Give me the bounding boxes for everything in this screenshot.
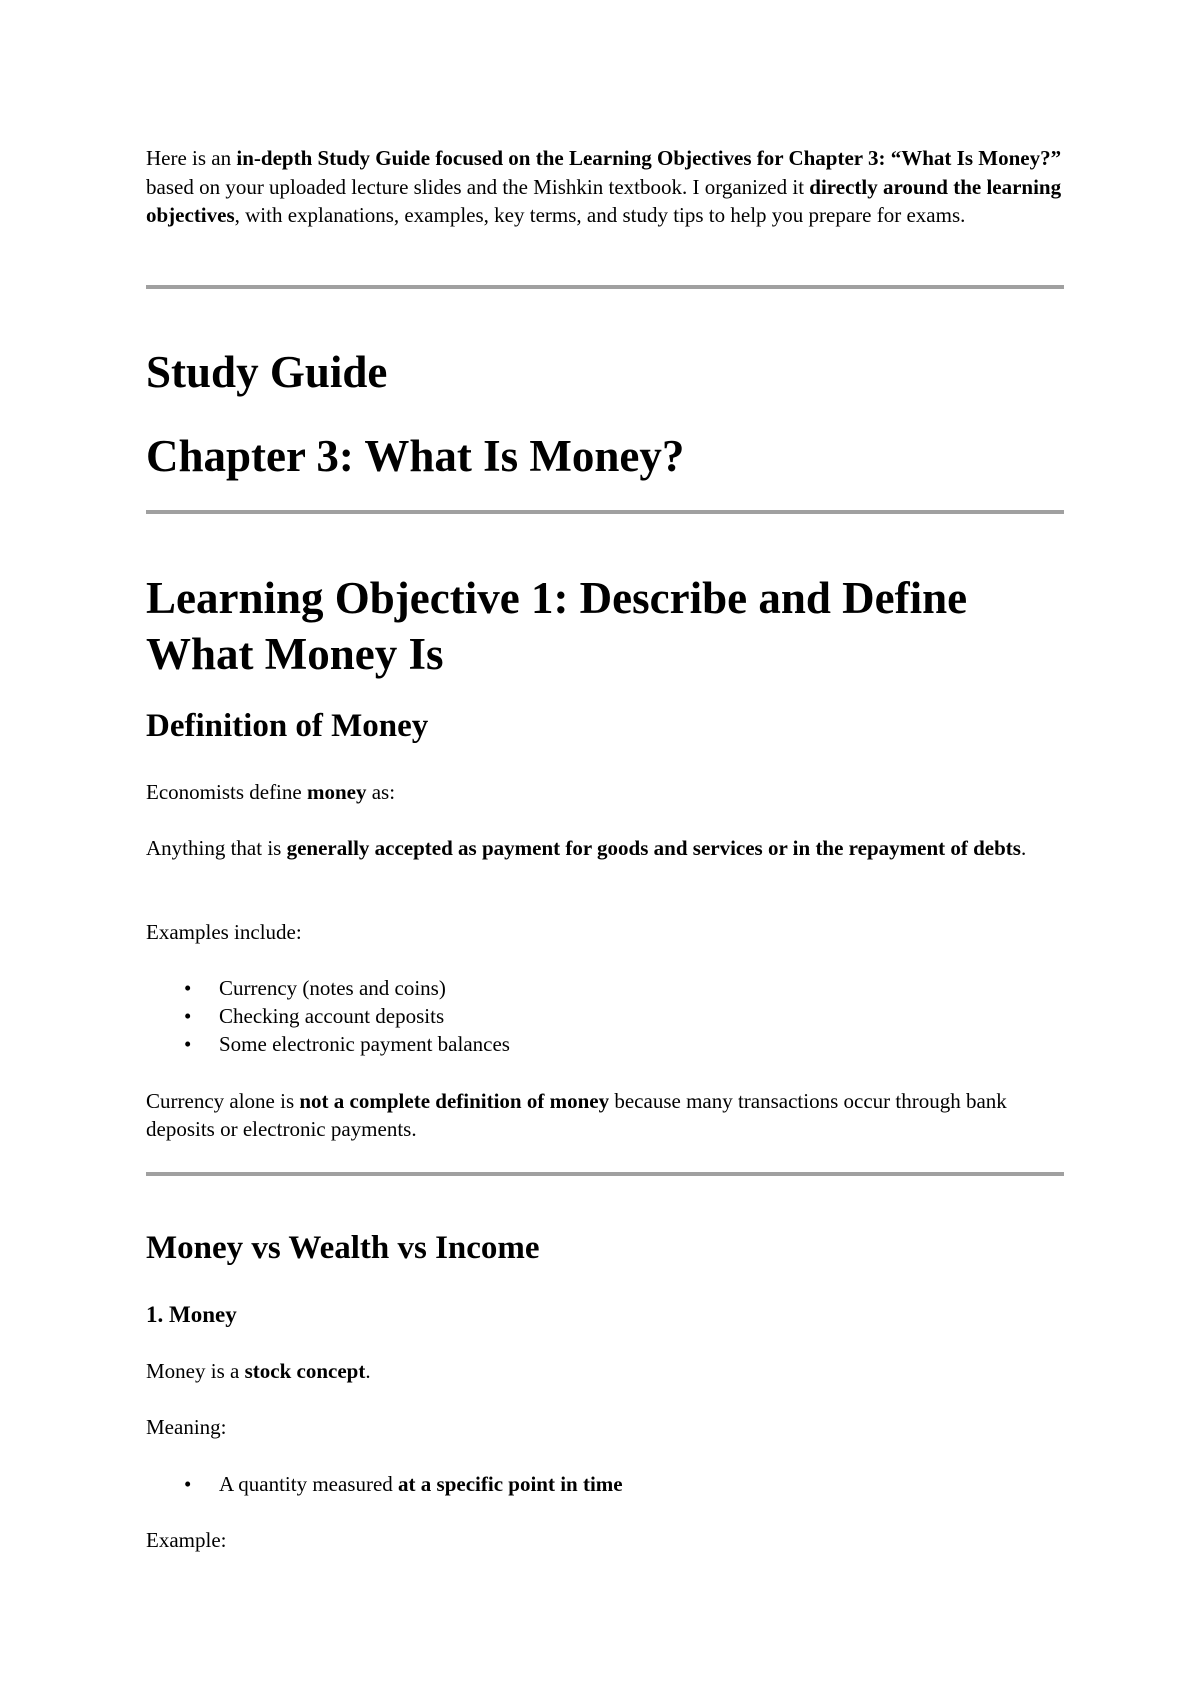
bullet-icon: • [184,1004,192,1028]
intro-text-2: based on your uploaded lecture slides and the Mishkin textbook. I organized it [146,174,810,199]
page-title: Study Guide [146,347,388,397]
money-stock-paragraph: Money is a stock concept. [146,1359,371,1383]
examples-list [146,974,510,1058]
intro-text-3: , with explanations, examples, key terms, and study tips to help you prepare for exams. [234,203,966,227]
bullet-icon: • [184,976,192,1000]
intro-bold-2: directly around the learning objectives [146,174,1062,227]
meaning-list [146,1470,623,1498]
definition-heading: Definition of Money [146,708,429,744]
definition-paragraph-1: Economists define money as: [146,780,396,804]
example-label: Example: [146,1528,227,1552]
bullet-icon: • [184,1032,192,1056]
intro-paragraph [146,144,1064,230]
money-wealth-income-heading: Money vs Wealth vs Income [146,1230,540,1266]
list-item: • Some electronic payment balances [184,1032,510,1056]
examples-label: Examples include: [146,920,302,944]
horizontal-rule [146,285,1064,289]
list-item: • Checking account deposits [184,1004,445,1028]
learning-objective-heading: Learning Objective 1: Describe and Define What Money Is [146,573,968,679]
meaning-label: Meaning: [146,1415,227,1439]
bullet-icon: • [184,1472,192,1496]
definition-paragraph-3: Currency alone is not a complete definition of money because many transactions occur through bank deposits or electronic payments. [146,1089,1007,1141]
money-subheading: 1. Money [146,1302,237,1327]
definition-paragraph-2: Anything that is generally accepted as payment for goods and services or in the repayment of debts. [146,836,1027,860]
list-item: • A quantity measured at a specific point in time [184,1472,623,1496]
horizontal-rule [146,1172,1064,1176]
list-item: • Currency (notes and coins) [184,976,446,1000]
horizontal-rule [146,510,1064,514]
intro-text-1: Here is an [146,146,237,170]
chapter-title: Chapter 3: What Is Money? [146,431,685,481]
intro-bold-1: in-depth Study Guide focused on the Learning Objectives for Chapter 3: “What Is Money?” [236,146,1062,170]
